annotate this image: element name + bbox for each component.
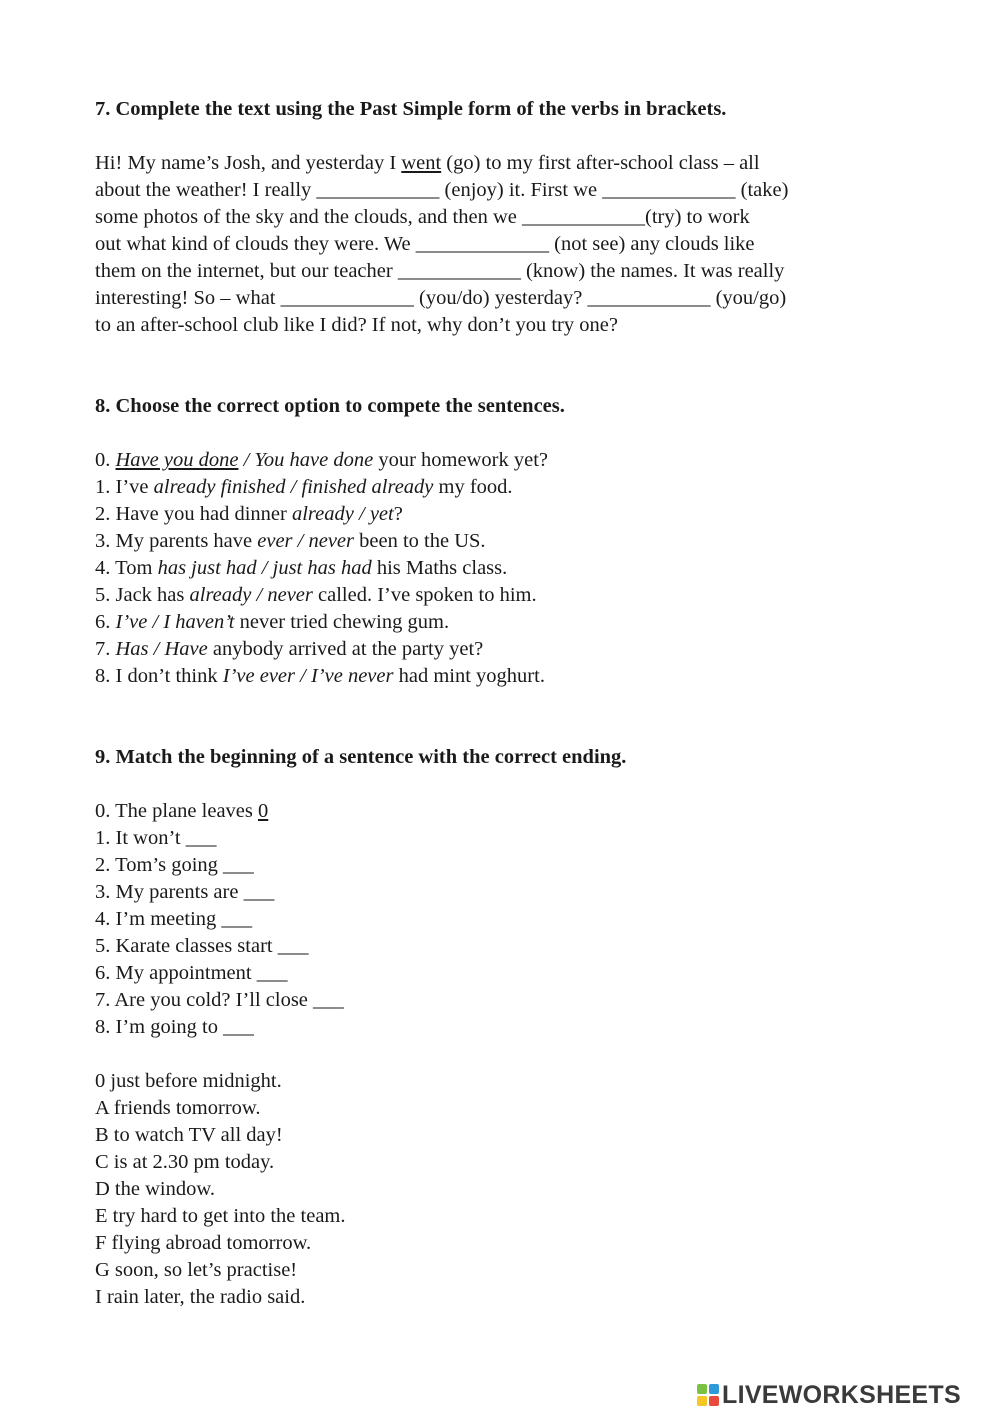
- exercise-8-option-separator: /: [256, 557, 273, 579]
- exercise-8-option-separator: /: [251, 584, 268, 606]
- exercise-8-heading: 8. Choose the correct option to compete the sentences.: [95, 395, 565, 417]
- exercise-8-item-text: called. I’ve spoken to him.: [312, 584, 537, 606]
- exercise-8-option-separator: /: [238, 449, 255, 471]
- exercise-9-beginning: 8. I’m going to ___: [95, 1016, 254, 1038]
- exercise-8-option-separator: /: [295, 665, 311, 687]
- exercise-8-option-b: never: [267, 584, 313, 606]
- exercise-8-item-number: 5.: [95, 584, 116, 606]
- exercise-7-text-rest: (go) to my first after-school class – all about the weather! I really ____________ (enjoy) it. First we _____________ (take) some photos of the sky and the clouds, and then we ____________(try) to work out what kind of clouds they were. We _____________ (not see) any clouds like them on the internet, but our teacher ____________ (know) the names. It was really interesting! So – what _____________ (you/do) yesterday? ____________ (you/go) to an after-school club like I did? If not, why don’t you try one?: [95, 152, 789, 336]
- exercise-8-option-b: never: [308, 530, 355, 552]
- exercise-8-item-text: Tom: [115, 557, 158, 579]
- exercise-9-ending: B to watch TV all day!: [95, 1124, 283, 1146]
- exercise-9-beginning: 1. It won’t ___: [95, 827, 217, 849]
- exercise-8-item-text: ?: [393, 503, 403, 525]
- exercise-8-item-number: 7.: [95, 638, 116, 660]
- exercise-8-item: [95, 501, 403, 528]
- exercise-9-example-beginning: 0. The plane leaves: [95, 800, 258, 822]
- exercise-8-item-text: anybody arrived at the party yet?: [207, 638, 484, 660]
- exercise-8-option-separator: /: [292, 530, 309, 552]
- exercise-8-item: [95, 609, 449, 636]
- exercise-8-item: [95, 555, 507, 582]
- exercise-8-item-text: I don’t think: [115, 665, 223, 687]
- exercise-8-option-b: yet: [369, 503, 394, 525]
- liveworksheets-brand: LIVEWORKSHEETS: [722, 1380, 961, 1409]
- exercise-8-item-text: never tried chewing gum.: [234, 611, 450, 633]
- exercise-9-ending: C is at 2.30 pm today.: [95, 1151, 275, 1173]
- exercise-8-option-a: Have you done: [115, 449, 239, 471]
- exercise-8-option-a: I’ve: [115, 611, 148, 633]
- exercise-8-item: [95, 474, 513, 501]
- exercise-9-ending: G soon, so let’s practise!: [95, 1259, 298, 1281]
- exercise-9-ending: 0 just before midnight.: [95, 1070, 282, 1092]
- exercise-8-option-a: already: [189, 584, 252, 606]
- exercise-8-item: [95, 447, 548, 474]
- exercise-8-item-text: Jack has: [115, 584, 190, 606]
- exercise-8-option-a: already: [291, 503, 354, 525]
- exercise-9-beginning: 7. Are you cold? I’ll close ___: [95, 989, 344, 1011]
- exercise-8-item-text: been to the US.: [354, 530, 486, 552]
- exercise-8-item-number: 3.: [95, 530, 116, 552]
- exercise-8-item-number: 4.: [95, 557, 116, 579]
- exercise-8-item-number: 2.: [95, 503, 116, 525]
- exercise-7-heading: 7. Complete the text using the Past Simple form of the verbs in brackets.: [95, 98, 727, 120]
- exercise-8-option-a: already finished: [153, 476, 286, 498]
- exercise-8-item-number: 8.: [95, 665, 116, 687]
- exercise-8-item-number: 0.: [95, 449, 116, 471]
- exercise-9-ending: F flying abroad tomorrow.: [95, 1232, 312, 1254]
- exercise-8-option-b: You have done: [254, 449, 374, 471]
- exercise-9-example: [95, 798, 268, 825]
- exercise-8-option-a: ever: [257, 530, 293, 552]
- exercise-8-option-separator: /: [353, 503, 370, 525]
- exercise-9-beginning: 4. I’m meeting ___: [95, 908, 253, 930]
- exercise-8-item-number: 6.: [95, 611, 116, 633]
- liveworksheets-logo-icon: [697, 1384, 719, 1406]
- exercise-9-beginning: 2. Tom’s going ___: [95, 854, 254, 876]
- exercise-8-item: [95, 582, 537, 609]
- exercise-9-ending: I rain later, the radio said.: [95, 1286, 306, 1308]
- liveworksheets-logo[interactable]: [697, 1380, 961, 1410]
- exercise-8-item-text: had mint yoghurt.: [393, 665, 545, 687]
- exercise-9-ending: A friends tomorrow.: [95, 1097, 261, 1119]
- exercise-8-option-b: just has had: [272, 557, 372, 579]
- exercise-8-option-b: finished already: [301, 476, 434, 498]
- exercise-7-text: [95, 150, 895, 339]
- exercise-8-item-text: Have you had dinner: [115, 503, 292, 525]
- exercise-9-ending: D the window.: [95, 1178, 215, 1200]
- exercise-8-option-b: I’ve never: [310, 665, 394, 687]
- exercise-8-item-text: his Maths class.: [371, 557, 508, 579]
- exercise-8-item-text: your homework yet?: [373, 449, 549, 471]
- exercise-9-beginning: 3. My parents are ___: [95, 881, 275, 903]
- exercise-8-item: [95, 636, 483, 663]
- exercise-8-item-text: my food.: [433, 476, 513, 498]
- exercise-8-option-separator: /: [147, 611, 164, 633]
- exercise-8-option-a: Has: [115, 638, 149, 660]
- exercise-8-item: [95, 528, 486, 555]
- exercise-9-example-answer: 0: [258, 800, 269, 822]
- exercise-8-option-a: I’ve ever: [222, 665, 296, 687]
- exercise-8-option-b: I haven’t: [163, 611, 235, 633]
- exercise-8-item-text: I’ve: [115, 476, 154, 498]
- exercise-8-item: [95, 663, 545, 690]
- exercise-8-option-separator: /: [285, 476, 302, 498]
- exercise-8-option-a: has just had: [157, 557, 257, 579]
- exercise-7-text-start: Hi! My name’s Josh, and yesterday I: [95, 152, 402, 174]
- exercise-9-beginning: 5. Karate classes start ___: [95, 935, 309, 957]
- exercise-7-example-answer: went: [401, 152, 442, 174]
- exercise-8-item-number: 1.: [95, 476, 116, 498]
- exercise-9-beginning: 6. My appointment ___: [95, 962, 288, 984]
- exercise-8-option-separator: /: [148, 638, 165, 660]
- exercise-9-ending: E try hard to get into the team.: [95, 1205, 346, 1227]
- exercise-9-heading: 9. Match the beginning of a sentence with the correct ending.: [95, 746, 627, 768]
- exercise-8-option-b: Have: [164, 638, 208, 660]
- exercise-8-item-text: My parents have: [115, 530, 258, 552]
